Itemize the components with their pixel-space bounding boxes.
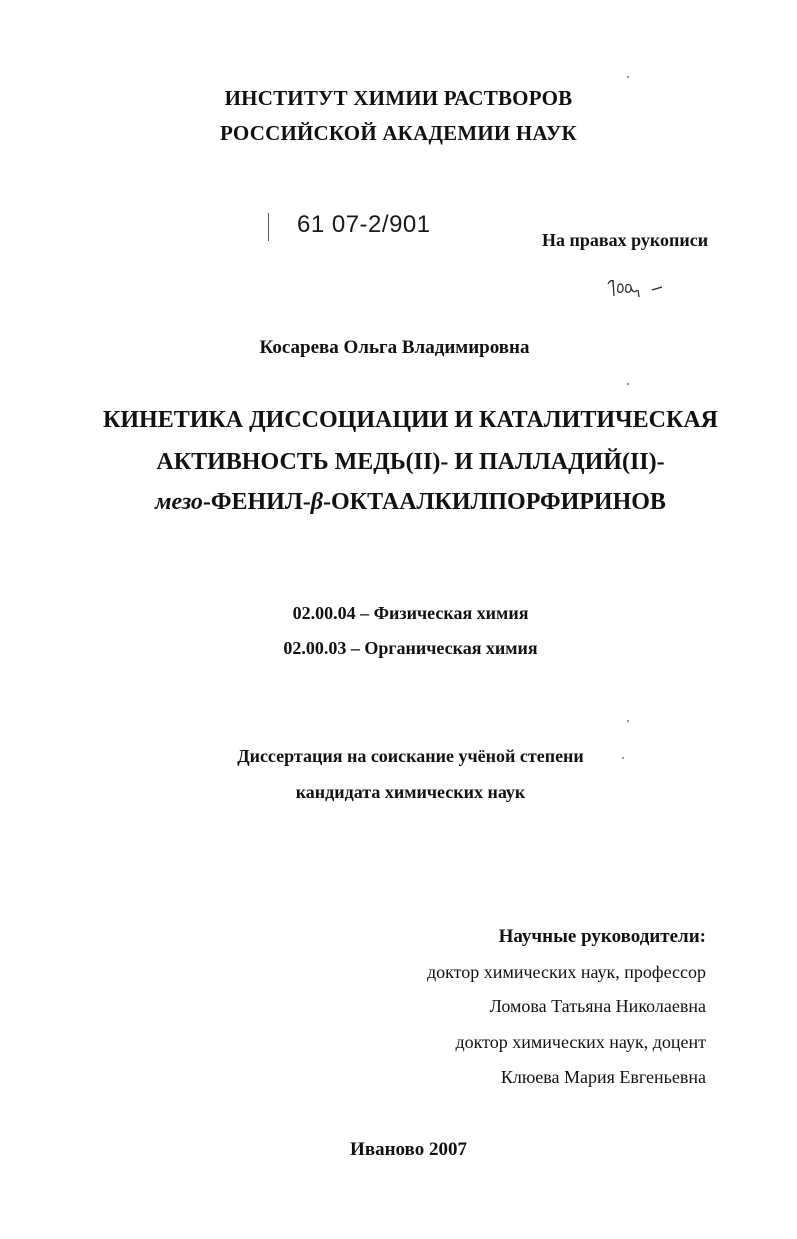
dissertation-line-1: Диссертация на соискание учёной степени xyxy=(237,746,584,766)
manuscript-rights: На правах рукописи xyxy=(542,230,709,250)
scan-speck xyxy=(627,76,629,78)
title-line-2: АКТИВНОСТЬ МЕДЬ(II)- И ПАЛЛАДИЙ(II)- xyxy=(156,449,665,475)
specialty-physical-chemistry: 02.00.04 – Физическая химия xyxy=(292,603,529,623)
handwritten-signature xyxy=(604,270,674,300)
author-name: Косарева Ольга Владимировна xyxy=(259,337,530,358)
scan-speck xyxy=(622,757,624,759)
supervisors-heading: Научные руководители: xyxy=(498,926,706,947)
scan-speck xyxy=(627,720,629,722)
institute-line-2: РОССИЙСКОЙ АКАДЕМИИ НАУК xyxy=(220,121,577,145)
title-meso-prefix: мезо xyxy=(155,489,203,515)
supervisor-2-degree: доктор химических наук, доцент xyxy=(455,1032,706,1052)
scan-speck xyxy=(627,383,629,385)
title-line-3 xyxy=(12,482,797,522)
supervisor-1-name: Ломова Татьяна Николаевна xyxy=(489,996,706,1016)
title-phenyl: -ФЕНИЛ- xyxy=(202,489,311,515)
title-octaalkylporphyrins: -ОКТААЛКИЛПОРФИРИНОВ xyxy=(323,489,666,515)
city-year: Иваново 2007 xyxy=(350,1139,467,1160)
library-stamp-number: 61 07-2/901 xyxy=(297,211,431,238)
institute-line-1: ИНСТИТУТ ХИМИИ РАСТВОРОВ xyxy=(224,86,573,110)
specialty-organic-chemistry: 02.00.03 – Органическая химия xyxy=(283,638,538,658)
stamp-bar xyxy=(268,213,269,241)
title-beta: β xyxy=(310,489,324,515)
supervisor-1-degree: доктор химических наук, профессор xyxy=(427,962,706,982)
title-line-1: КИНЕТИКА ДИССОЦИАЦИИ И КАТАЛИТИЧЕСКАЯ xyxy=(102,407,719,433)
dissertation-line-2: кандидата химических наук xyxy=(295,782,526,802)
supervisor-2-name: Клюева Мария Евгеньевна xyxy=(500,1067,706,1087)
